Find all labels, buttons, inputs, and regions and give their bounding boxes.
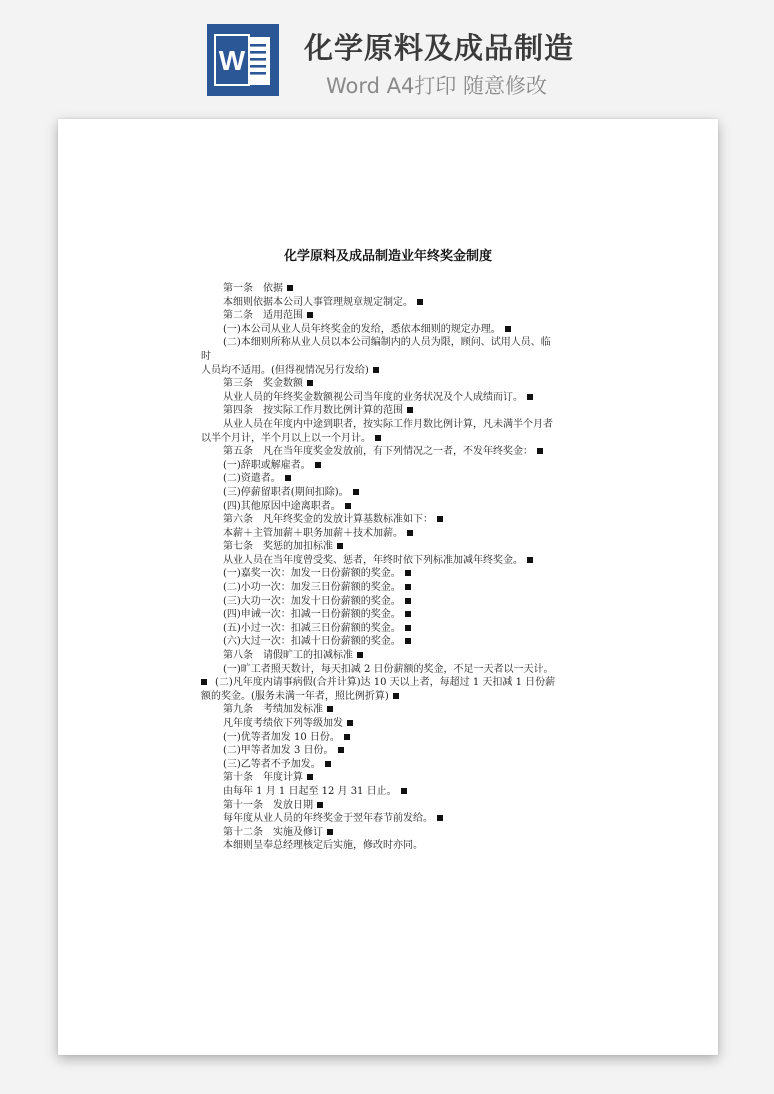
doc-line: (一)旷工者照天数计，每天扣减 2 日份薪额的奖金，不足一天者以一天计。 — [223, 663, 554, 675]
doc-line: 第九条 考绩加发标准 — [201, 703, 591, 717]
doc-line: 每年度从业人员的年终奖金于翌年春节前发给。 — [201, 812, 591, 826]
document-page — [58, 119, 718, 1055]
doc-line: 额的奖金。(服务未满一年者，照比例折算) — [201, 690, 591, 704]
doc-line: 以半个月计，半个月以上以一个月计。 — [201, 432, 591, 446]
doc-line: 人员均不适用。(但得视情况另行发给) — [201, 364, 591, 378]
doc-line: (六)大过一次：扣减十日份薪额的奖金。 — [201, 635, 591, 649]
doc-line: (三)乙等者不予加发。 — [201, 758, 591, 772]
doc-line: 第四条 按实际工作月数比例计算的范围 — [201, 404, 591, 418]
doc-line: 第八条 请假旷工的扣减标准 — [201, 649, 591, 663]
document-title: 化学原料及成品制造业年终奖金制度 — [283, 249, 492, 264]
document-body — [201, 282, 591, 853]
doc-line: (二)资遣者。 — [201, 472, 591, 486]
doc-line: 第六条 凡年终奖金的发放计算基数标准如下： — [201, 513, 591, 527]
doc-line: 第三条 奖金数额 — [201, 377, 591, 391]
doc-line: 本细则呈奉总经理核定后实施，修改时亦同。 — [223, 840, 423, 852]
doc-line: 第一条 依据 — [201, 282, 591, 296]
doc-line: 第二条 适用范围 — [201, 309, 591, 323]
doc-line: 第十条 年度计算 — [201, 771, 591, 785]
page-subtitle: Word A4打印 随意修改 — [326, 74, 548, 98]
doc-line: 从业人员的年终奖金数额视公司当年度的业务状况及个人成绩而订。 — [201, 391, 591, 405]
doc-line: 时 — [201, 350, 211, 362]
page-title: 化学原料及成品制造 — [304, 31, 575, 65]
doc-line: 本细则依据本公司人事管理规章规定制定。 — [201, 296, 591, 310]
word-icon-letter: W — [218, 45, 246, 76]
doc-line: (一)优等者加发 10 日份。 — [201, 731, 591, 745]
doc-line: (一)辞职或解雇者。 — [201, 459, 591, 473]
doc-line: 第七条 奖惩的加扣标准 — [201, 540, 591, 554]
doc-line: (五)小过一次：扣减三日份薪额的奖金。 — [201, 622, 591, 636]
doc-line: (三)大功一次：加发十日份薪额的奖金。 — [201, 595, 591, 609]
doc-line: 第十一条 发放日期 — [201, 799, 591, 813]
doc-line: (一)本公司从业人员年终奖金的发给，悉依本细则的规定办理。 — [201, 323, 591, 337]
doc-line: 凡年度考绩依下列等级加发 — [201, 717, 591, 731]
doc-line: (四)申诫一次：扣减一日份薪额的奖金。 — [201, 608, 591, 622]
word-doc-icon — [207, 24, 279, 96]
doc-line: 本薪＋主管加薪＋职务加薪＋技术加薪。 — [201, 527, 591, 541]
doc-line: 从业人员在当年度曾受奖、惩者，年终时依下列标准加减年终奖金。 — [201, 554, 591, 568]
doc-line: (二)凡年度内请事病假(合并计算)达 10 天以上者，每超过 1 天扣减 1 日份薪 — [201, 676, 591, 690]
doc-line: (二)甲等者加发 3 日份。 — [201, 744, 591, 758]
doc-line: (一)嘉奖一次：加发一日份薪额的奖金。 — [201, 567, 591, 581]
doc-line: (三)停薪留职者(期间扣除)。 — [201, 486, 591, 500]
doc-line: (二)小功一次：加发三日份薪额的奖金。 — [201, 581, 591, 595]
doc-line: (二)本细则所称从业人员以本公司编制内的人员为限，顾问、试用人员、临 — [223, 337, 551, 349]
doc-line: 由每年 1 月 1 日起至 12 月 31 日止。 — [201, 785, 591, 799]
doc-line: 第五条 凡在当年度奖金发放前，有下列情况之一者，不发年终奖金： — [201, 445, 591, 459]
doc-line: 第十二条 实施及修订 — [201, 826, 591, 840]
doc-line: 从业人员在年度内中途到职者，按实际工作月数比例计算，凡未满半个月者 — [223, 418, 553, 430]
doc-line: (四)其他原因中途离职者。 — [201, 500, 591, 514]
